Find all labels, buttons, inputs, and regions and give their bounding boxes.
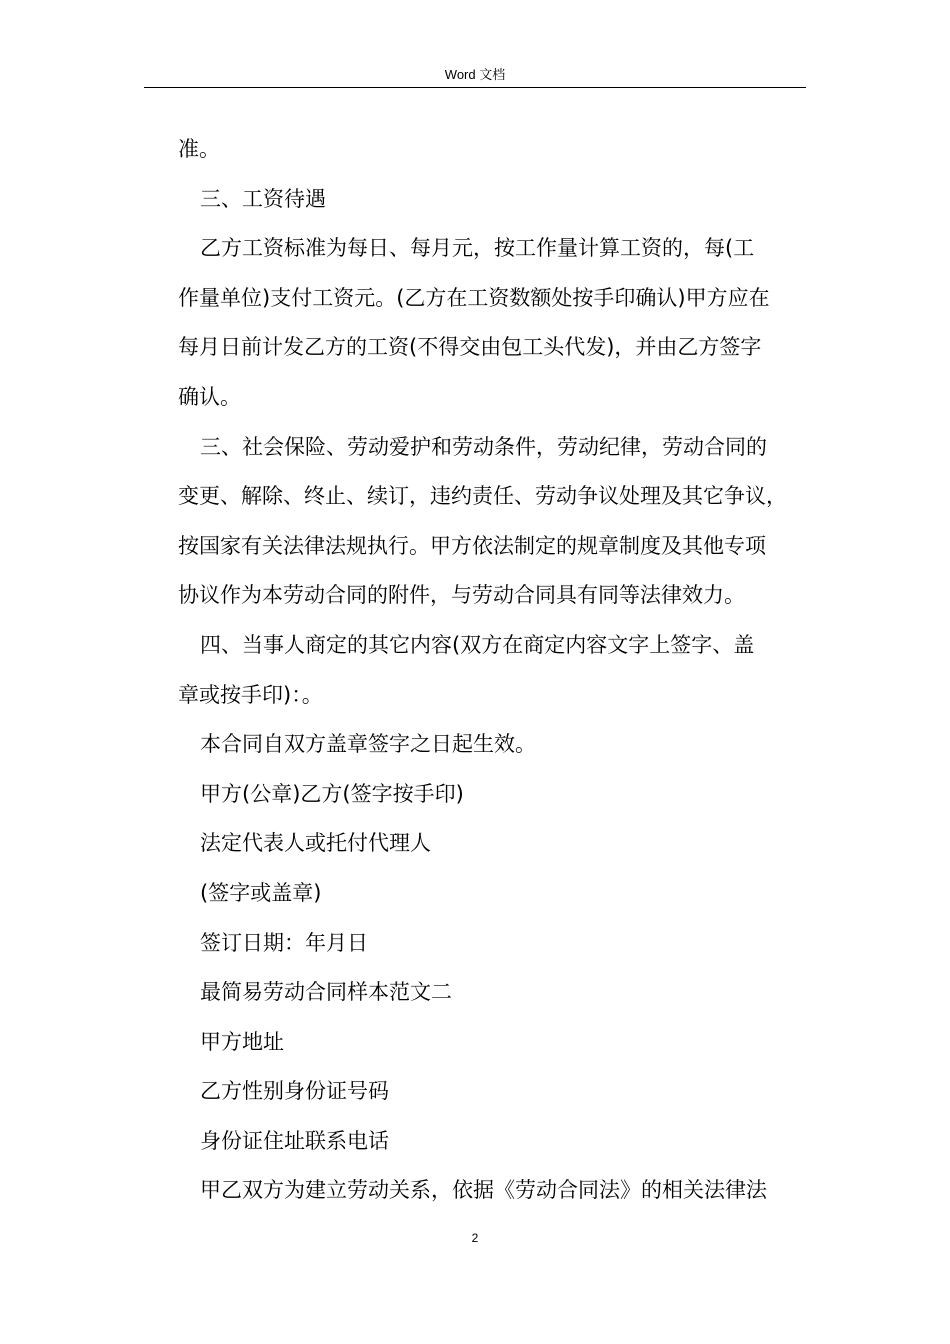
text-line: 四、当事人商定的其它内容(双方在商定内容文字上签字、盖 — [200, 632, 755, 657]
text-line: 变更、解除、终止、续订，违约责任、劳动争议处理及其它争议， — [178, 484, 787, 509]
document-header-title: Word 文档 — [444, 67, 506, 82]
party-a-address-line: 甲方地址 — [200, 1029, 284, 1054]
signature-parties-line: 甲方(公章)乙方(签字按手印) — [200, 781, 464, 806]
text-line: 协议作为本劳动合同的附件，与劳动合同具有同等法律效力。 — [178, 583, 745, 608]
header-divider — [144, 87, 806, 88]
sample-title-line: 最简易劳动合同样本范文二 — [200, 980, 452, 1005]
text-line: 按国家有关法律法规执行。甲方依法制定的规章制度及其他专项 — [178, 533, 766, 558]
section-heading-wages: 三、工资待遇 — [200, 186, 326, 211]
text-line: 甲乙双方为建立劳动关系，依据《劳动合同法》的相关法律法 — [200, 1178, 767, 1203]
page-number: 2 — [471, 1231, 479, 1245]
text-line: 确认。 — [178, 384, 241, 409]
id-address-phone-line: 身份证住址联系电话 — [200, 1128, 389, 1153]
legal-representative-line: 法定代表人或托付代理人 — [200, 831, 431, 856]
signing-date-line: 签订日期：年月日 — [200, 930, 368, 955]
text-line: 乙方工资标准为每日、每月元，按工作量计算工资的，每(工 — [200, 236, 755, 261]
document-body — [178, 125, 810, 1216]
party-b-info-line: 乙方性别身份证号码 — [200, 1079, 389, 1104]
text-line: 作量单位)支付工资元。(乙方在工资数额处按手印确认)甲方应在 — [178, 285, 770, 310]
body-text — [178, 125, 810, 1216]
text-line: 三、社会保险、劳动爱护和劳动条件，劳动纪律，劳动合同的 — [200, 434, 767, 459]
text-line: 本合同自双方盖章签字之日起生效。 — [200, 732, 536, 757]
text-line: 每月日前计发乙方的工资(不得交由包工头代发)，并由乙方签字 — [178, 335, 762, 360]
signature-or-seal-line: (签字或盖章) — [200, 880, 322, 905]
text-line: 准。 — [178, 137, 220, 161]
text-line: 章或按手印)：。 — [178, 682, 323, 707]
